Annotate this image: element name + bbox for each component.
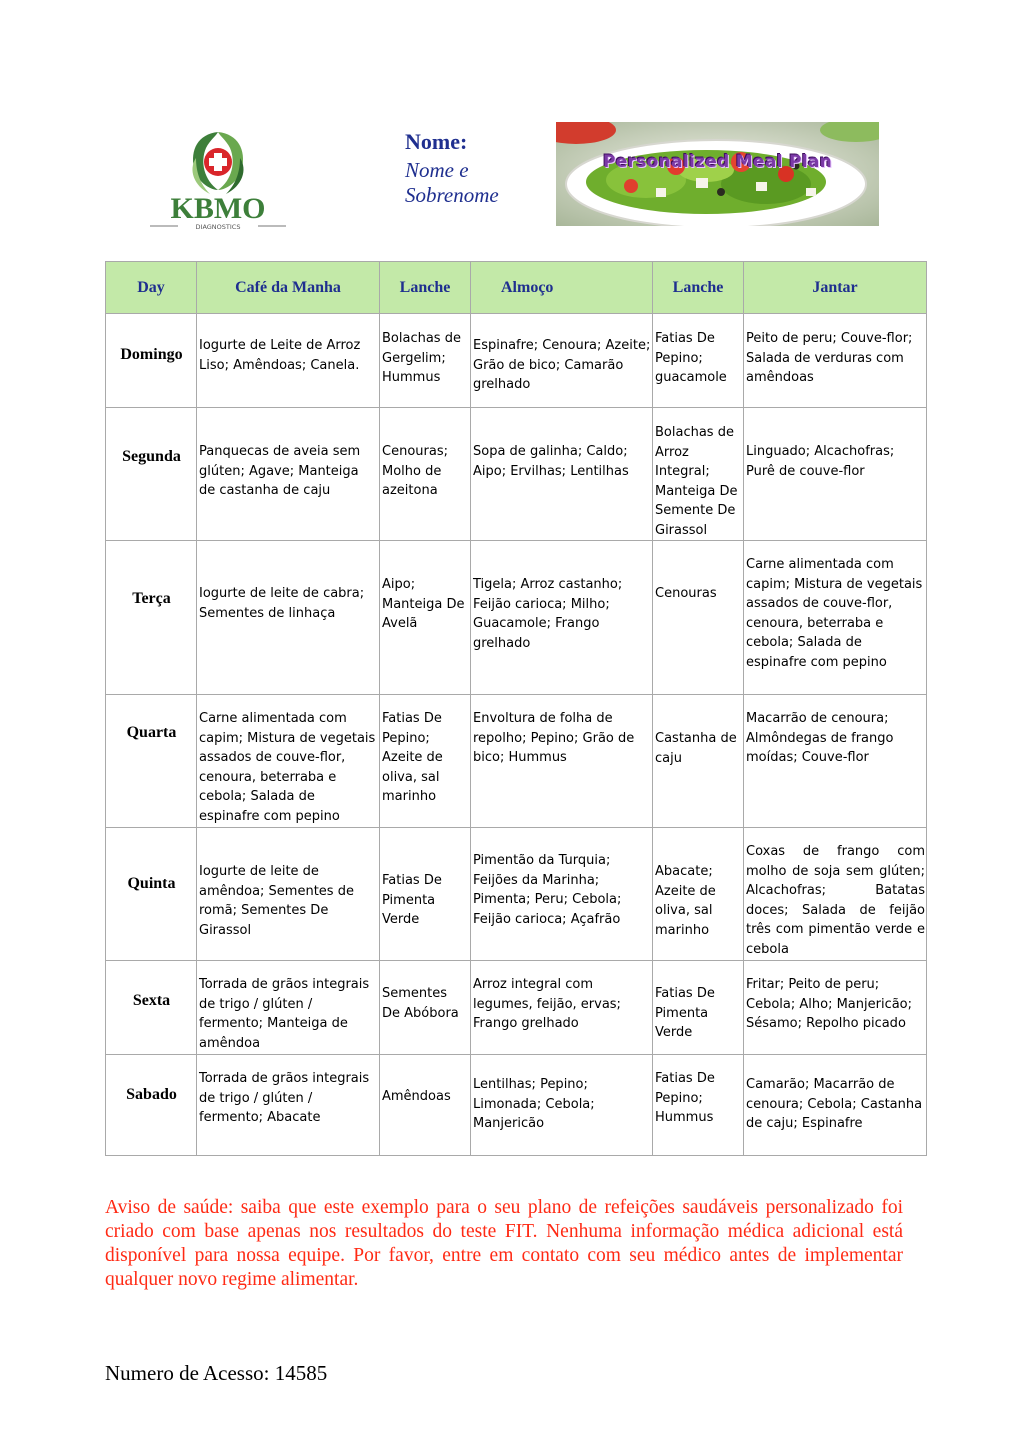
table-row: [106, 314, 927, 408]
dinner-cell: Carne alimentada com capim; Mistura de vegetais assados de couve-flor, cenoura, beterraba e cebola; Salada de espinafre com pepino: [744, 541, 927, 695]
breakfast-cell: Carne alimentada com capim; Mistura de vegetais assados de couve-flor, cenoura, beterraba e cebola; Salada de espinafre com pepino: [197, 695, 380, 828]
kbmo-logo: [148, 128, 288, 232]
snack2-cell: Bolachas de Arroz Integral; Manteiga De Semente De Girassol: [653, 408, 744, 541]
dinner-cell: Fritar; Peito de peru; Cebola; Alho; Manjericão; Sésamo; Repolho picado: [744, 961, 927, 1055]
day-cell: Sabado: [106, 1055, 197, 1156]
column-header-day: Day: [106, 262, 197, 314]
lunch-cell: Espinafre; Cenoura; Azeite; Grão de bico; Camarão grelhado: [471, 314, 653, 408]
day-cell: Sexta: [106, 961, 197, 1055]
lunch-cell: Tigela; Arroz castanho; Feijão carioca; Milho; Guacamole; Frango grelhado: [471, 541, 653, 695]
snack1-cell: Aipo; Manteiga De Avelã: [380, 541, 471, 695]
day-cell: Quarta: [106, 695, 197, 828]
logo-text: KBMO: [170, 192, 266, 225]
dinner-cell: Coxas de frango com molho de soja sem glúten; Alcachofras; Batatas doces; Salada de feijão três com pimentão verde e cebola: [744, 828, 927, 961]
health-warning: Aviso de saúde: saiba que este exemplo para o seu plano de refeições saudáveis personalizado foi criado com base apenas nos resultados do teste FIT. Nenhuma informação médica adicional está disponível para nossa equipe. Por favor, entre em contato com seu médico antes de implementar qualquer novo regime alimentar.: [105, 1197, 903, 1290]
lunch-cell: Sopa de galinha; Caldo; Aipo; Ervilhas; Lentilhas: [471, 408, 653, 541]
meal-plan-table: [105, 261, 927, 1156]
name-value-line1: Nome e: [405, 158, 469, 182]
lunch-cell: Lentilhas; Pepino; Limonada; Cebola; Manjericão: [471, 1055, 653, 1156]
column-header-snack-2: Lanche: [653, 262, 744, 314]
name-label: Nome:: [405, 129, 468, 154]
table-row: [106, 1055, 927, 1156]
snack1-cell: Sementes De Abóbora: [380, 961, 471, 1055]
day-cell: Domingo: [106, 314, 197, 408]
snack2-cell: Fatias De Pepino; guacamole: [653, 314, 744, 408]
meal-plan-banner: [556, 122, 879, 226]
column-header-lunch: Almoço: [471, 262, 653, 314]
leaf-shield-icon: [192, 132, 243, 194]
snack2-cell: Fatias De Pimenta Verde: [653, 961, 744, 1055]
table-row: [106, 695, 927, 828]
table-row: [106, 961, 927, 1055]
snack2-cell: Castanha de caju: [653, 695, 744, 828]
snack1-cell: Bolachas de Gergelim; Hummus: [380, 314, 471, 408]
day-cell: Quinta: [106, 828, 197, 961]
logo-subtext: DIAGNOSTICS: [195, 223, 241, 231]
name-block: [405, 128, 499, 208]
column-header-breakfast: Café da Manha: [197, 262, 380, 314]
table-row: [106, 541, 927, 695]
column-header-snack-1: Lanche: [380, 262, 471, 314]
dinner-cell: Linguado; Alcachofras; Purê de couve-flor: [744, 408, 927, 541]
snack2-cell: Fatias De Pepino; Hummus: [653, 1055, 744, 1156]
breakfast-cell: Iogurte de Leite de Arroz Liso; Amêndoas; Canela.: [197, 314, 380, 408]
salad-image: [556, 122, 879, 226]
breakfast-cell: Iogurte de leite de amêndoa; Sementes de romã; Sementes De Girassol: [197, 828, 380, 961]
snack1-cell: Fatias De Pimenta Verde: [380, 828, 471, 961]
dinner-cell: Macarrão de cenoura; Almôndegas de frango moídas; Couve-flor: [744, 695, 927, 828]
snack1-cell: Cenouras; Molho de azeitona: [380, 408, 471, 541]
breakfast-cell: Torrada de grãos integrais de trigo / glúten / fermento; Manteiga de amêndoa: [197, 961, 380, 1055]
table-row: [106, 408, 927, 541]
snack2-cell: Abacate; Azeite de oliva, sal marinho: [653, 828, 744, 961]
table-header-row: [106, 262, 927, 314]
banner-title: Personalized Meal Plan: [602, 152, 833, 172]
lunch-cell: Arroz integral com legumes, feijão, ervas; Frango grelhado: [471, 961, 653, 1055]
snack1-cell: Fatias De Pepino; Azeite de oliva, sal marinho: [380, 695, 471, 828]
lunch-cell: Pimentão da Turquia; Feijões da Marinha; Pimenta; Peru; Cebola; Feijão carioca; Açafrão: [471, 828, 653, 961]
dinner-cell: Peito de peru; Couve-flor; Salada de verduras com amêndoas: [744, 314, 927, 408]
day-cell: Segunda: [106, 408, 197, 541]
breakfast-cell: Iogurte de leite de cabra; Sementes de linhaça: [197, 541, 380, 695]
day-cell: Terça: [106, 541, 197, 695]
table-row: [106, 828, 927, 961]
lunch-cell: Envoltura de folha de repolho; Pepino; Grão de bico; Hummus: [471, 695, 653, 828]
snack1-cell: Amêndoas: [380, 1055, 471, 1156]
column-header-dinner: Jantar: [744, 262, 927, 314]
access-number: Numero de Acesso: 14585: [105, 1361, 328, 1385]
breakfast-cell: Panquecas de aveia sem glúten; Agave; Manteiga de castanha de caju: [197, 408, 380, 541]
breakfast-cell: Torrada de grãos integrais de trigo / glúten / fermento; Abacate: [197, 1055, 380, 1156]
name-value-line2: Sobrenome: [405, 183, 499, 207]
dinner-cell: Camarão; Macarrão de cenoura; Cebola; Castanha de caju; Espinafre: [744, 1055, 927, 1156]
snack2-cell: Cenouras: [653, 541, 744, 695]
